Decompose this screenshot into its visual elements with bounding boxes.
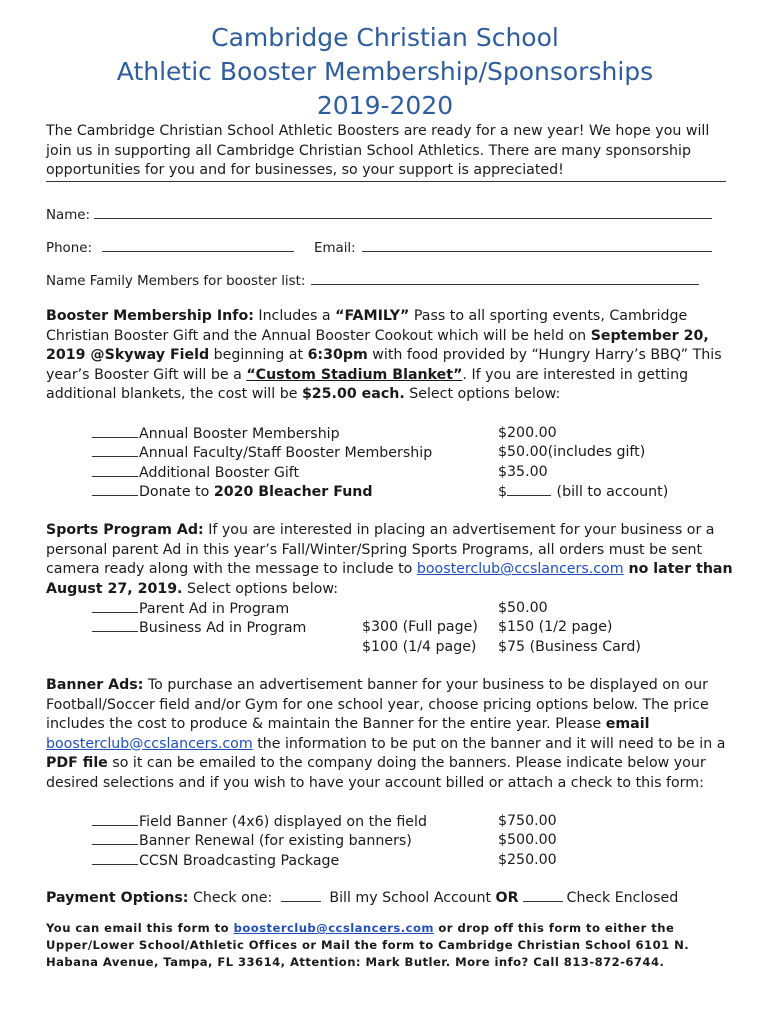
membership-family: “FAMILY” [335, 308, 410, 324]
option-price: $300 (Full page) [362, 619, 478, 635]
banner-option[interactable] [92, 831, 412, 852]
banner-email-word: email [605, 716, 650, 732]
donate-amount[interactable] [498, 482, 668, 503]
option-label: CCSN Broadcasting Package [139, 853, 340, 869]
payment-heading: Payment Options: [46, 890, 189, 906]
footer-email-link[interactable]: boosterclub@ccslancers.com [233, 921, 434, 935]
or-label: OR [495, 890, 519, 906]
check-enclosed-blank[interactable] [523, 888, 563, 902]
family-members-field[interactable] [46, 271, 699, 290]
family-members-label: Name Family Members for booster list: [46, 274, 306, 289]
membership-text-1: Includes a [253, 308, 336, 324]
checkbox-blank[interactable] [92, 812, 138, 826]
program-ad-email-link[interactable]: boosterclub@ccslancers.com [416, 561, 624, 577]
checkbox-blank[interactable] [92, 851, 138, 865]
option-price: $250.00 [498, 852, 557, 868]
banner-ads-heading: Banner Ads: [46, 677, 144, 693]
check-one-label: Check one: [188, 890, 277, 906]
banner-text-3: so it can be emailed to the company doing the banners. Please indicate below your desired selections and if you wish to have your account billed or attach a check to this form: [46, 755, 706, 791]
check-enclosed-label: Check Enclosed [566, 890, 679, 906]
checkbox-blank[interactable] [92, 463, 138, 477]
program-ad-text-2: Select options below: [182, 580, 338, 597]
checkbox-blank[interactable] [92, 443, 138, 457]
option-label: Annual Booster Membership [139, 426, 340, 442]
option-label: Parent Ad in Program [139, 601, 290, 617]
amount-blank[interactable] [507, 482, 551, 496]
membership-option[interactable] [92, 424, 340, 445]
cookout-date: September 20, 2019 @Skyway Field [46, 327, 709, 363]
phone-label: Phone: [46, 241, 92, 256]
banner-option[interactable] [92, 812, 427, 833]
phone-line[interactable] [102, 238, 294, 252]
bill-account-blank[interactable] [281, 888, 321, 902]
program-ad-option[interactable] [92, 599, 289, 620]
option-price: $50.00 [498, 600, 548, 616]
option-price: $35.00 [498, 464, 548, 480]
option-price: $75 (Business Card) [498, 639, 641, 655]
booster-gift: “Custom Stadium Blanket” [246, 366, 463, 383]
form-title: Athletic Booster Membership/Sponsorships [116, 57, 654, 86]
name-field[interactable] [46, 205, 712, 224]
intro-underline [46, 181, 726, 182]
program-ad-option[interactable] [92, 618, 306, 639]
banner-option[interactable] [92, 851, 339, 872]
program-ad-deadline: no later than August 27, 2019. [46, 561, 733, 597]
banner-text-1: To purchase an advertisement banner for your business to be displayed on our Football/Soccer field and/or Gym for one school year, choose pricing options below. The price includes the cost to produce & maintain the Banner for the entire year. Please [46, 677, 709, 732]
school-year: 2019-2020 [316, 91, 454, 120]
school-title: Cambridge Christian School [211, 23, 559, 52]
email-label: Email: [314, 241, 356, 256]
donate-label: Donate to [139, 484, 214, 500]
program-ad-paragraph [46, 521, 736, 599]
program-ad-text-1: If you are interested in placing an advertisement for your business or a personal parent Ad in this year’s Fall/Winter/Spring Sports Programs, all orders must be sent camera ready along with the message to include to [46, 522, 715, 577]
option-price: $100 (1/4 page) [362, 639, 477, 655]
intro-paragraph: The Cambridge Christian School Athletic Boosters are ready for a new year! We hope you will join us in supporting all Cambridge Christian School Athletics. There are many sponsorship opportunities for you and for businesses, so your support is appreciated! [46, 123, 710, 178]
family-members-line[interactable] [311, 271, 699, 285]
option-price: $50.00(includes gift) [498, 444, 646, 460]
option-price: $750.00 [498, 813, 557, 829]
membership-heading: Booster Membership Info: [46, 308, 254, 324]
banner-email-link[interactable]: boosterclub@ccslancers.com [46, 735, 253, 752]
donate-option[interactable] [92, 482, 373, 503]
option-price: $500.00 [498, 832, 557, 848]
email-line[interactable] [362, 238, 712, 252]
checkbox-blank[interactable] [92, 618, 138, 632]
footer-instructions [46, 920, 736, 971]
dollar-sign: $ [498, 484, 508, 500]
email-field[interactable] [314, 238, 712, 257]
option-label: Business Ad in Program [139, 620, 307, 636]
membership-text-6: Select options below: [404, 386, 561, 402]
checkbox-blank[interactable] [92, 599, 138, 613]
cookout-time: 6:30pm [307, 347, 368, 363]
membership-text-4: with food provided by “Hungry Harry’s BBQ” This year’s Booster Gift will be a [46, 347, 722, 383]
membership-option[interactable] [92, 443, 432, 464]
option-label: Additional Booster Gift [139, 465, 300, 481]
checkbox-blank[interactable] [92, 482, 138, 496]
option-label: Banner Renewal (for existing banners) [139, 833, 412, 849]
banner-text-2: the information to be put on the banner and it will need to be in a [252, 735, 726, 752]
membership-text-2: Pass to all sporting events, Cambridge Christian Booster Gift and the Annual Booster Cookout which will be held on [46, 308, 688, 344]
bill-account-label: Bill my School Account [324, 890, 496, 906]
phone-field[interactable] [46, 238, 294, 257]
membership-option[interactable] [92, 463, 299, 484]
banner-ads-paragraph [46, 676, 736, 793]
name-line[interactable] [94, 205, 712, 219]
checkbox-blank[interactable] [92, 424, 138, 438]
name-label: Name: [46, 208, 91, 223]
footer-text-1: You can email this form to [46, 921, 234, 935]
membership-paragraph [46, 307, 736, 405]
pdf-file: PDF file [46, 755, 108, 771]
option-label: Field Banner (4x6) displayed on the field [139, 814, 427, 830]
membership-text-5: . If you are interested in getting additional blankets, the cost will be [46, 366, 689, 402]
checkbox-blank[interactable] [92, 831, 138, 845]
option-price: $200.00 [498, 425, 557, 441]
option-price: $150 (1/2 page) [498, 619, 613, 635]
payment-options [46, 888, 678, 909]
program-ad-heading: Sports Program Ad: [46, 522, 204, 538]
bill-note: (bill to account) [552, 484, 669, 500]
footer-text-2: or drop off this form to either the Upper/Lower School/Athletic Offices or Mail the form to Cambridge Christian School 6101 N. Habana Avenue, Tampa, FL 33614, Attention: Mark Butler. More info? Call 813-872-6744. [46, 921, 690, 969]
bleacher-fund: 2020 Bleacher Fund [213, 484, 373, 500]
blanket-cost: $25.00 each. [301, 386, 405, 402]
membership-text-3: beginning at [209, 347, 308, 363]
option-label: Annual Faculty/Staff Booster Membership [139, 445, 433, 461]
